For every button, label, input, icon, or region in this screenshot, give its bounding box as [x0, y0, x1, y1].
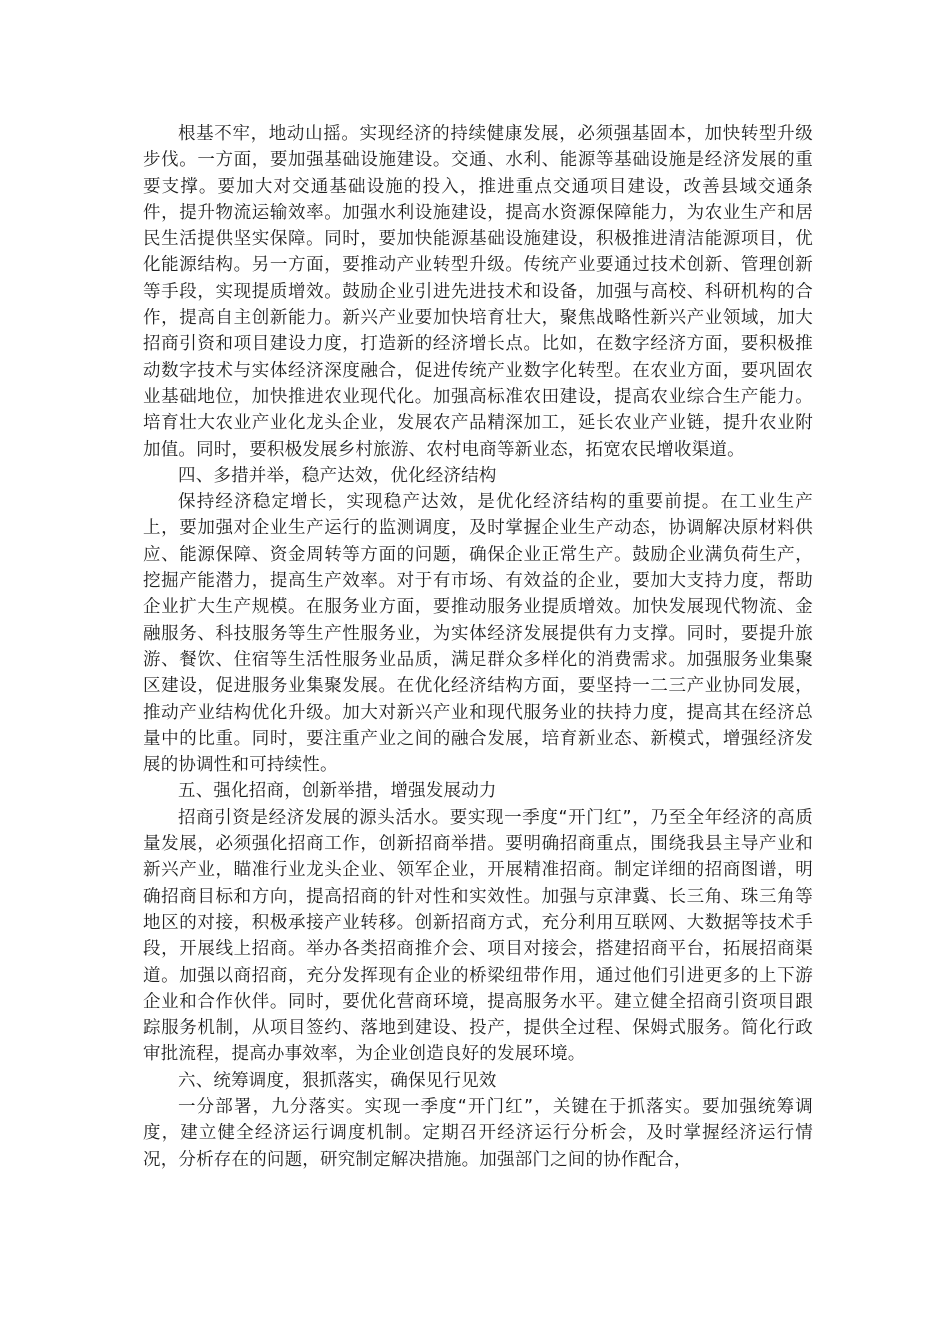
body-paragraph: 一分部署，九分落实。实现一季度“开门红”，关键在于抓落实。要加强统筹调度，建立健全经济运行调度机制。定期召开经济运行分析会，及时掌握经济运行情况，分析存在的问题，研究制定解决措施。加强部门之间的协作配合，	[143, 1096, 813, 1170]
body-paragraph: 招商引资是经济发展的源头活水。要实现一季度“开门红”，乃至全年经济的高质量发展，必须强化招商工作，创新招商举措。要明确招商重点，围绕我县主导产业和新兴产业，瞄准行业龙头企业、领军企业，开展精准招商。制定详细的招商图谱，明确招商目标和方向，提高招商的针对性和实效性。加强与京津冀、长三角、珠三角等地区的对接，积极承接产业转移。创新招商方式，充分利用互联网、大数据等技术手段，开展线上招商。举办各类招商推介会、项目对接会，搭建招商平台，拓展招商渠道。加强以商招商，充分发挥现有企业的桥梁纽带作用，通过他们引进更多的上下游企业和合作伙伴。同时，要优化营商环境，提高服务水平。建立健全招商引资项目跟踪服务机制，从项目签约、落地到建设、投产，提供全过程、保姆式服务。简化行政审批流程，提高办事效率，为企业创造良好的发展环境。	[143, 807, 813, 1065]
body-paragraph: 保持经济稳定增长，实现稳产达效，是优化经济结构的重要前提。在工业生产上，要加强对企业生产运行的监测调度，及时掌握企业生产动态，协调解决原材料供应、能源保障、资金周转等方面的问题，确保企业正常生产。鼓励企业满负荷生产，挖掘产能潜力，提高生产效率。对于有市场、有效益的企业，要加大支持力度，帮助企业扩大生产规模。在服务业方面，要推动服务业提质增效。加快发展现代物流、金融服务、科技服务等生产性服务业，为实体经济发展提供有力支撑。同时，要提升旅游、餐饮、住宿等生活性服务业品质，满足群众多样化的消费需求。加强服务业集聚区建设，促进服务业集聚发展。在优化经济结构方面，要坚持一二三产业协同发展，推动产业结构优化升级。加大对新兴产业和现代服务业的扶持力度，提高其在经济总量中的比重。同时，要注重产业之间的融合发展，培育新业态、新模式，增强经济发展的协调性和可持续性。	[143, 492, 813, 776]
section-heading: 四、多措并举，稳产达效，优化经济结构	[178, 465, 497, 486]
section-heading: 六、统筹调度，狠抓落实，确保见行见效	[178, 1070, 497, 1091]
document-page	[143, 121, 813, 1173]
section-heading: 五、强化招商，创新举措，增强发展动力	[178, 781, 497, 802]
body-paragraph: 根基不牢，地动山摇。实现经济的持续健康发展，必须强基固本，加快转型升级步伐。一方面，要加强基础设施建设。交通、水利、能源等基础设施是经济发展的重要支撑。要加大对交通基础设施的投入，推进重点交通项目建设，改善县域交通条件，提升物流运输效率。加强水利设施建设，提高水资源保障能力，为农业生产和居民生活提供坚实保障。同时，要加快能源基础设施建设，积极推进清洁能源项目，优化能源结构。另一方面，要推动产业转型升级。传统产业要通过技术创新、管理创新等手段，实现提质增效。鼓励企业引进先进技术和设备，加强与高校、科研机构的合作，提高自主创新能力。新兴产业要加快培育壮大，聚焦战略性新兴产业领域，加大招商引资和项目建设力度，打造新的经济增长点。比如，在数字经济方面，要积极推动数字技术与实体经济深度融合，促进传统产业数字化转型。在农业方面，要巩固农业基础地位，加快推进农业现代化。加强高标准农田建设，提高农业综合生产能力。培育壮大农业产业化龙头企业，发展农产品精深加工，延长农业产业链，提升农业附加值。同时，要积极发展乡村旅游、农村电商等新业态，拓宽农民增收渠道。	[143, 124, 813, 460]
